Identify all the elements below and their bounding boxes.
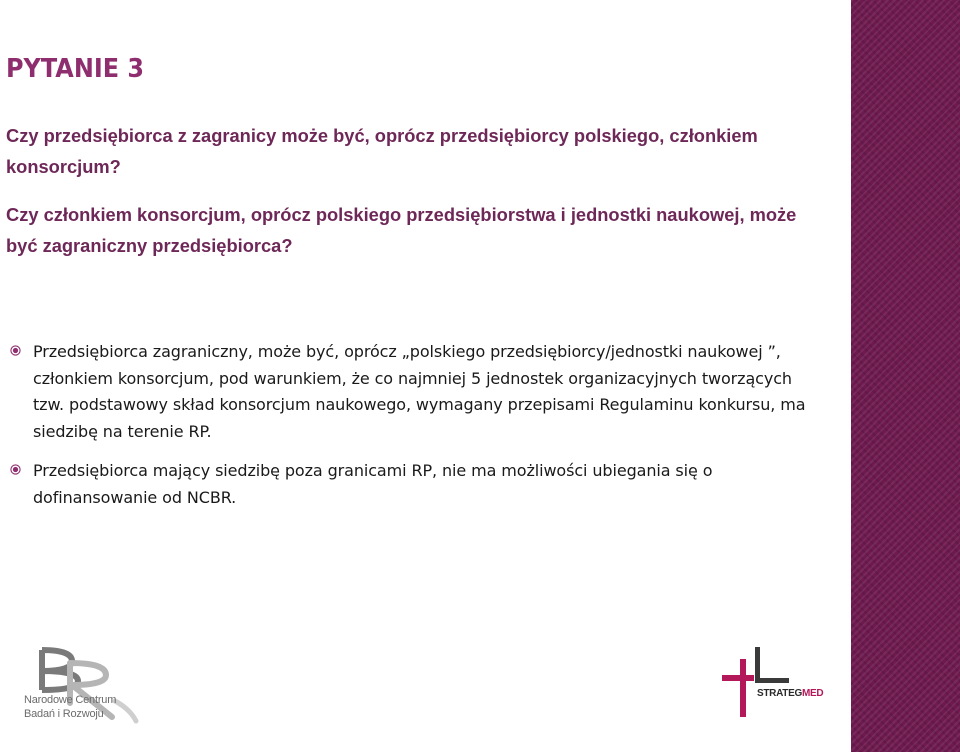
strategmed-logo-icon [722,645,832,717]
ncbr-line-1: Narodowe Centrum [24,694,117,706]
decorative-side-strip [851,0,960,752]
strategmed-part-2: MED [801,688,824,699]
answer-text: Przedsiębiorca zagraniczny, może być, oprócz „polskiego przedsiębiorcy/jednostki naukowej ”, członkiem konsorcjum, pod warunkiem, że co najmniej 5 jednostek organizacyjnych tworzących tzw. podstawowy skład konsorcjum naukowego, wymagany przepisami Regulaminu konkursu, ma siedzibę na terenie RP. [33,342,806,441]
strategmed-part-1: STRATEG [757,688,802,699]
slide-title: PYTANIE 3 [6,54,145,84]
answer-text: Przedsiębiorca mający siedzibę poza granicami RP, nie ma możliwości ubiegania się o dofinansowanie od NCBR. [33,461,713,507]
question-1: Czy przedsiębiorca z zagranicy może być, oprócz przedsiębiorcy polskiego, członkiem konsorcjum? [6,125,758,177]
bullet-icon [10,345,21,356]
question-2: Czy członkiem konsorcjum, oprócz polskiego przedsiębiorstwa i jednostki naukowej, może być zagraniczny przedsiębiorca? [6,204,797,256]
ncbr-logo-text [24,693,116,721]
ncbr-line-2: Badań i Rozwoju [24,708,104,720]
answer-item [10,339,810,445]
bullet-icon [10,464,21,475]
answer-item [10,458,810,511]
ncbr-logo-icon [20,645,150,735]
strategmed-logo-text [757,688,823,699]
answer-list [10,339,810,524]
